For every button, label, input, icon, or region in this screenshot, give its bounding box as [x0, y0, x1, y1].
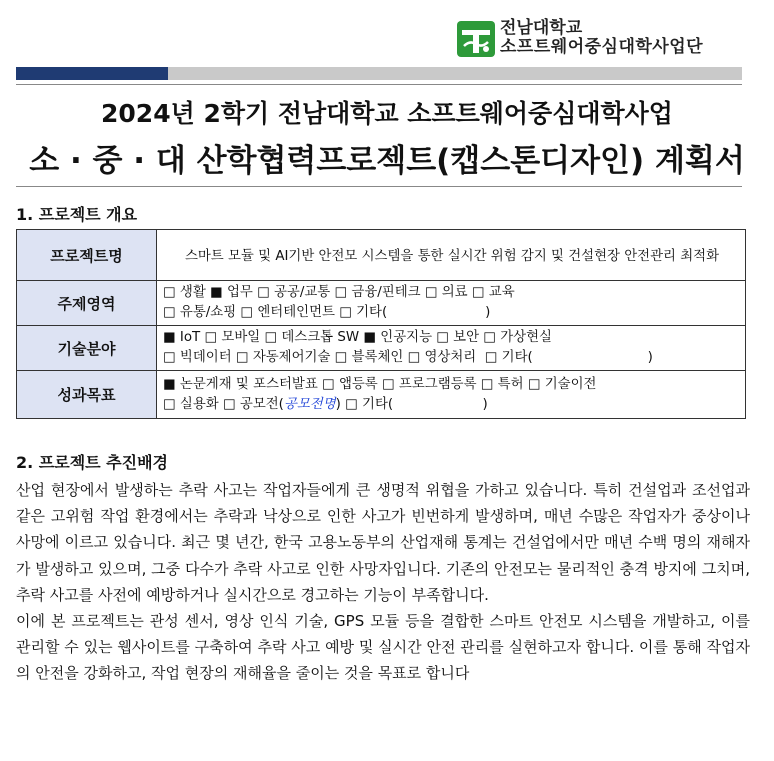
- background-paragraph-2: 이에 본 프로젝트는 관성 센서, 영상 인식 기술, GPS 모듈 등을 결합한 스마트 안전모 시스템을 개발하고, 이를 관리할 수 있는 웹사이트를 구축하여 추락 사고 예방 및 실시간 안전 관리를 실현하고자 합니다. 이를 통해 작업자의 안전을 강화하고, 작업 현장의 재해율을 줄이는 것을 목표로 합니다: [16, 612, 750, 683]
- topic-options-line-2: □ 유통/쇼핑 □ 엔터테인먼트 □ 기타( ): [163, 305, 491, 320]
- goal-options-line-2: [163, 395, 741, 415]
- header-bar-accent: [16, 67, 168, 80]
- table-row: [17, 371, 746, 419]
- goal-label: 성과목표: [17, 371, 157, 419]
- logo-text: [500, 19, 703, 57]
- section-1-heading: 1. 프로젝트 개요: [16, 205, 138, 224]
- goal-options-line-1: ■ 논문게재 및 포스터발표 □ 앱등록 □ 프로그램등록 □ 특허 □ 기술이전: [163, 376, 597, 392]
- project-name-value: 스마트 모듈 및 AI기반 안전모 시스템을 통한 실시간 위험 감지 및 건설현장 안전관리 최적화: [157, 230, 746, 281]
- section-2-heading: 2. 프로젝트 추진배경: [16, 453, 168, 472]
- logo-line-1: 전남대학교: [500, 18, 583, 38]
- background-body: [16, 477, 750, 687]
- title-rule: [16, 186, 742, 187]
- goal-line-2-c: ) □ 기타( ): [335, 396, 488, 412]
- goal-value: [157, 371, 746, 419]
- table-row: [17, 326, 746, 371]
- tech-options-line-1: ■ IoT □ 모바일 □ 데스크톱 SW ■ 인공지능 □ 보안 □ 가상현실: [163, 330, 552, 345]
- goal-line-2-a: □ 실용화 □ 공모전(: [163, 396, 284, 412]
- contest-name-placeholder: 공모전명: [283, 396, 336, 412]
- topic-label: 주제영역: [17, 281, 157, 326]
- logo-line-2: 소프트웨어중심대학사업단: [500, 37, 704, 57]
- overview-table: [16, 229, 746, 419]
- university-emblem-icon: [456, 20, 496, 58]
- doc-title-line-1: 2024년 2학기 전남대학교 소프트웨어중심대학사업: [101, 99, 673, 128]
- topic-value: [157, 281, 746, 326]
- tech-label: 기술분야: [17, 326, 157, 371]
- table-row: [17, 230, 746, 281]
- header-bar: [16, 67, 742, 80]
- tech-value: [157, 326, 746, 371]
- header-rule: [16, 84, 742, 85]
- topic-options-line-1: □ 생활 ■ 업무 □ 공공/교통 □ 금융/핀테크 □ 의료 □ 교육: [163, 285, 515, 300]
- project-name-label: 프로젝트명: [17, 230, 157, 281]
- table-row: [17, 281, 746, 326]
- doc-title-line-2: 소 · 중 · 대 산학협력프로젝트(캡스톤디자인) 계획서: [29, 143, 745, 179]
- background-paragraph-1: 산업 현장에서 발생하는 추락 사고는 작업자들에게 큰 생명적 위협을 가하고 있습니다. 특히 건설업과 조선업과 같은 고위험 작업 환경에서는 추락과 낙상으로 인한 사고가 빈번하게 발생하며, 매년 수많은 작업자가 중상이나 사망에 이르고 있습니다. 최근 몇 년간, 한국 고용노동부의 산업재해 통계는 건설업에서만 매년 수백 명의 재해자가 발생하고 있으며, 그중 다수가 추락 사고로 인한 사망자입니다. 기존의 안전모는 물리적인 충격 방지에 그치며, 추락 사고를 사전에 예방하거나 실시간으로 경고하는 기능이 부족합니다.: [16, 481, 750, 604]
- tech-options-line-2: □ 빅데이터 □ 자동제어기술 □ 블록체인 □ 영상처리 □ 기타( ): [163, 350, 653, 365]
- org-logo: [456, 20, 746, 60]
